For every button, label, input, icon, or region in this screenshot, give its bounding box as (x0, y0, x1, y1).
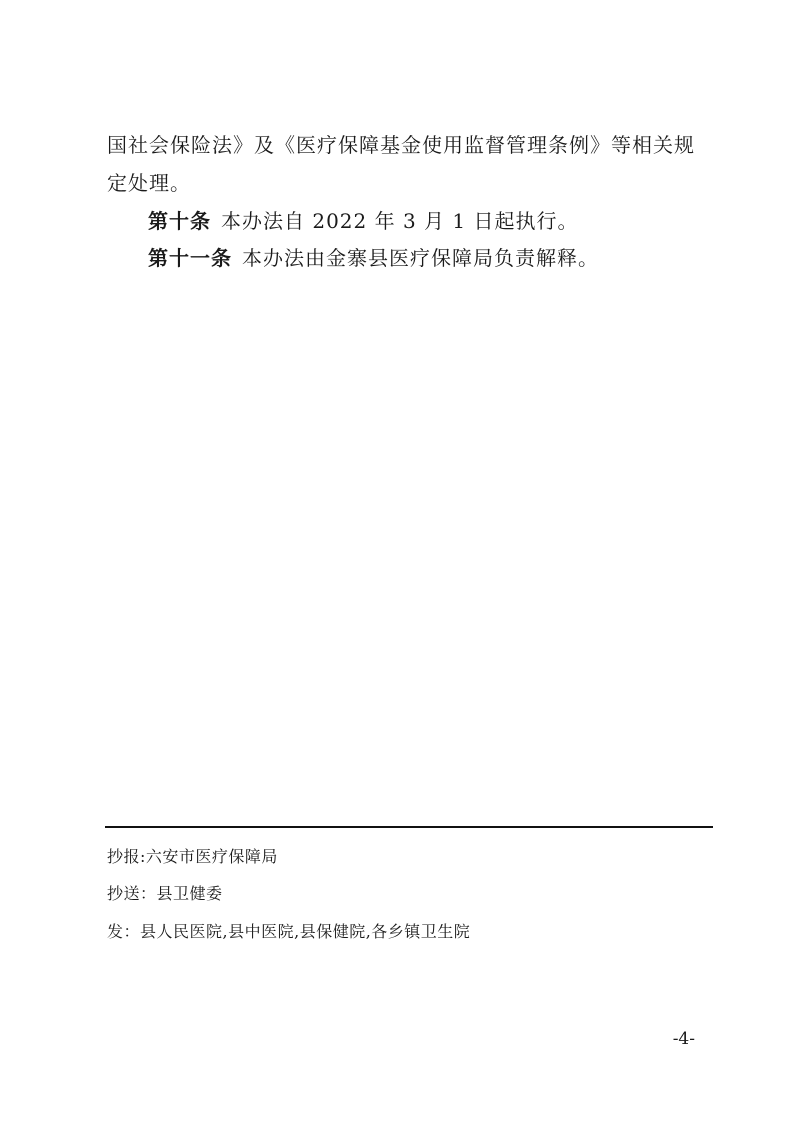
report-label: 抄报: (107, 847, 146, 866)
footer-divider (105, 826, 713, 828)
send-value: 县人民医院,县中医院,县保健院,各乡镇卫生院 (140, 922, 471, 941)
cc-label: 抄送： (107, 884, 157, 903)
report-value: 六安市医疗保障局 (145, 847, 278, 866)
body-text-line: 国社会保险法》及《医疗保障基金使用监督管理条例》等相关规 (107, 133, 695, 157)
article-11-text: 本办法由金寨县医疗保障局负责解释。 (242, 246, 599, 270)
article-10-text: 本办法自 2022 年 3 月 1 日起执行。 (221, 209, 579, 233)
footer-cc (107, 883, 223, 905)
page-number: -4- (672, 1029, 695, 1049)
body-text-line: 定处理。 (107, 171, 191, 195)
article-10 (148, 207, 579, 235)
footer-report-to (107, 846, 278, 868)
article-11-heading: 第十一条 (148, 246, 232, 270)
article-10-heading: 第十条 (148, 209, 211, 233)
send-label: 发： (107, 922, 141, 941)
footer-send (107, 921, 470, 943)
article-11 (148, 244, 599, 272)
cc-value: 县卫健委 (156, 884, 223, 903)
